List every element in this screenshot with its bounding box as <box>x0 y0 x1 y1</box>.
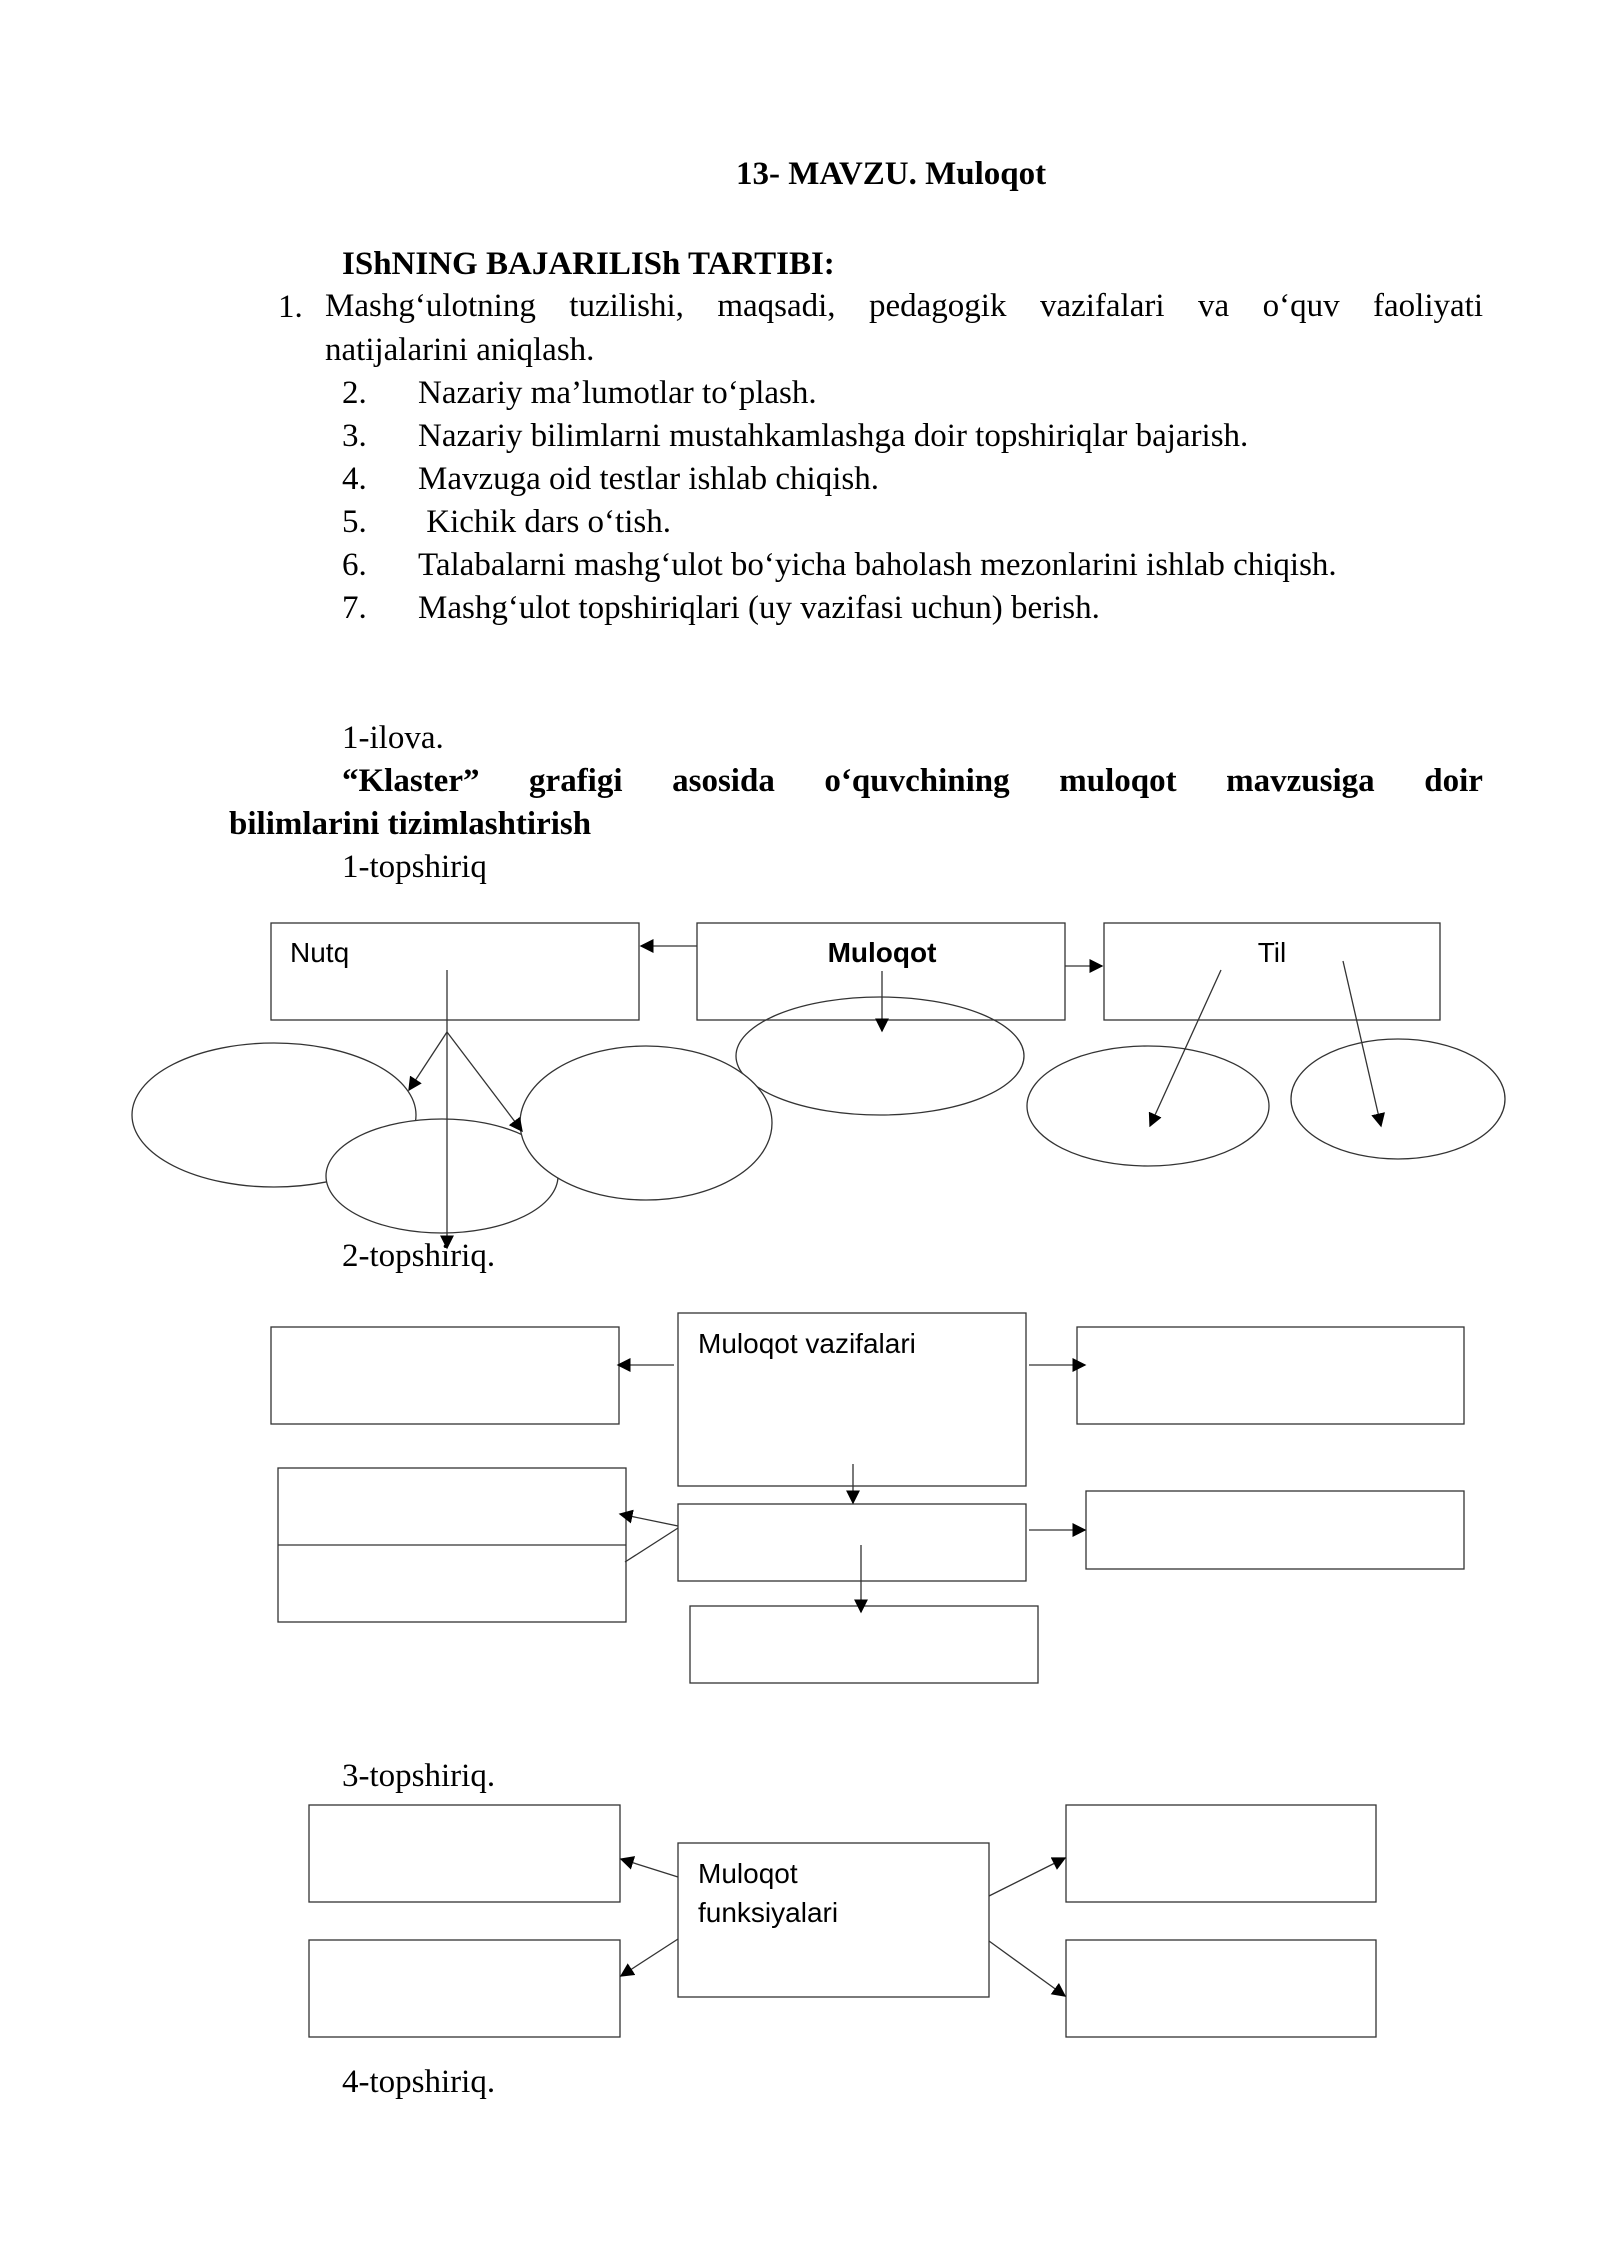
connector-arrow <box>621 1859 678 1877</box>
task-3-label: 3-topshiriq. <box>342 1758 496 1794</box>
empty-box <box>1077 1327 1464 1424</box>
heading-word: asosida <box>672 763 775 799</box>
task-1-label: 1-topshiriq <box>342 849 487 885</box>
page-title: 13- MAVZU. Muloqot <box>736 156 1047 192</box>
heading-word: doir <box>1424 763 1483 799</box>
connector-arrow <box>989 1858 1065 1896</box>
task-1-diagram <box>132 923 1505 1248</box>
task-2-label: 2-topshiriq. <box>342 1238 496 1274</box>
empty-box <box>309 1940 620 2037</box>
task-3-diagram <box>309 1805 1376 2037</box>
list-item-number: 5. <box>342 504 367 540</box>
list-item-number: 1. <box>278 289 303 325</box>
connector-arrow <box>989 1941 1065 1996</box>
list-item-text-continued: natijalarini aniqlash. <box>325 332 595 368</box>
list-item-number: 3. <box>342 418 367 454</box>
list-item-text: Mavzuga oid testlar ishlab chiqish. <box>418 461 879 497</box>
list-item-number: 4. <box>342 461 367 497</box>
list-item-text: Nazariy ma’lumotlar to‘plash. <box>418 375 817 411</box>
list-item-text: Mashg‘ulot topshiriqlari (uy vazifasi uchun) berish. <box>418 590 1100 626</box>
list-item-text: Nazariy bilimlarni mustahkamlashga doir topshiriqlar bajarish. <box>418 418 1249 454</box>
list-item-text: Mashg‘ulotning tuzilishi, maqsadi, pedagogik vazifalari va o‘quv faoliyati <box>325 288 1483 324</box>
muloqot-vazifalari-label: Muloqot vazifalari <box>698 1328 916 1359</box>
cluster-ellipse <box>1027 1046 1269 1166</box>
procedure-heading: IShNING BAJARILISh TARTIBI: <box>342 246 835 282</box>
heading-word: “Klaster” <box>342 763 480 799</box>
empty-box <box>1086 1491 1464 1569</box>
connector-arrow <box>620 1514 678 1526</box>
muloqot-label: Muloqot <box>827 937 937 968</box>
empty-box <box>309 1805 620 1902</box>
til-label: Til <box>1257 937 1287 968</box>
muloqot-funksiyalari-label: Muloqot <box>698 1858 798 1889</box>
connector-arrow <box>625 1528 678 1562</box>
heading-word: o‘quvchining <box>824 763 1010 799</box>
empty-box <box>690 1606 1038 1683</box>
empty-box <box>271 1327 619 1424</box>
connector-arrow <box>621 1939 678 1976</box>
appendix-label: 1-ilova. <box>342 720 444 756</box>
nutq-label: Nutq <box>290 937 350 968</box>
task-2-diagram <box>271 1313 1464 1683</box>
empty-box <box>1066 1940 1376 2037</box>
list-item-text: Kichik dars o‘tish. <box>418 504 671 540</box>
cluster-ellipse <box>520 1046 772 1200</box>
heading-word: mavzusiga <box>1226 763 1375 799</box>
connector-arrow <box>447 1032 522 1131</box>
task-4-label: 4-topshiriq. <box>342 2064 496 2100</box>
list-item-number: 7. <box>342 590 367 626</box>
heading-word: muloqot <box>1059 763 1177 799</box>
muloqot-funksiyalari-label: funksiyalari <box>698 1897 839 1928</box>
list-item-number: 2. <box>342 375 367 411</box>
empty-box <box>1066 1805 1376 1902</box>
empty-box <box>678 1504 1026 1581</box>
cluster-ellipse <box>1291 1039 1505 1159</box>
connector-arrow <box>409 1032 447 1090</box>
appendix-heading-continued: bilimlarini tizimlashtirish <box>229 806 592 842</box>
list-item-number: 6. <box>342 547 367 583</box>
list-item-text: Talabalarni mashg‘ulot bo‘yicha baholash mezonlarini ishlab chiqish. <box>418 547 1337 583</box>
heading-word: grafigi <box>529 763 623 799</box>
